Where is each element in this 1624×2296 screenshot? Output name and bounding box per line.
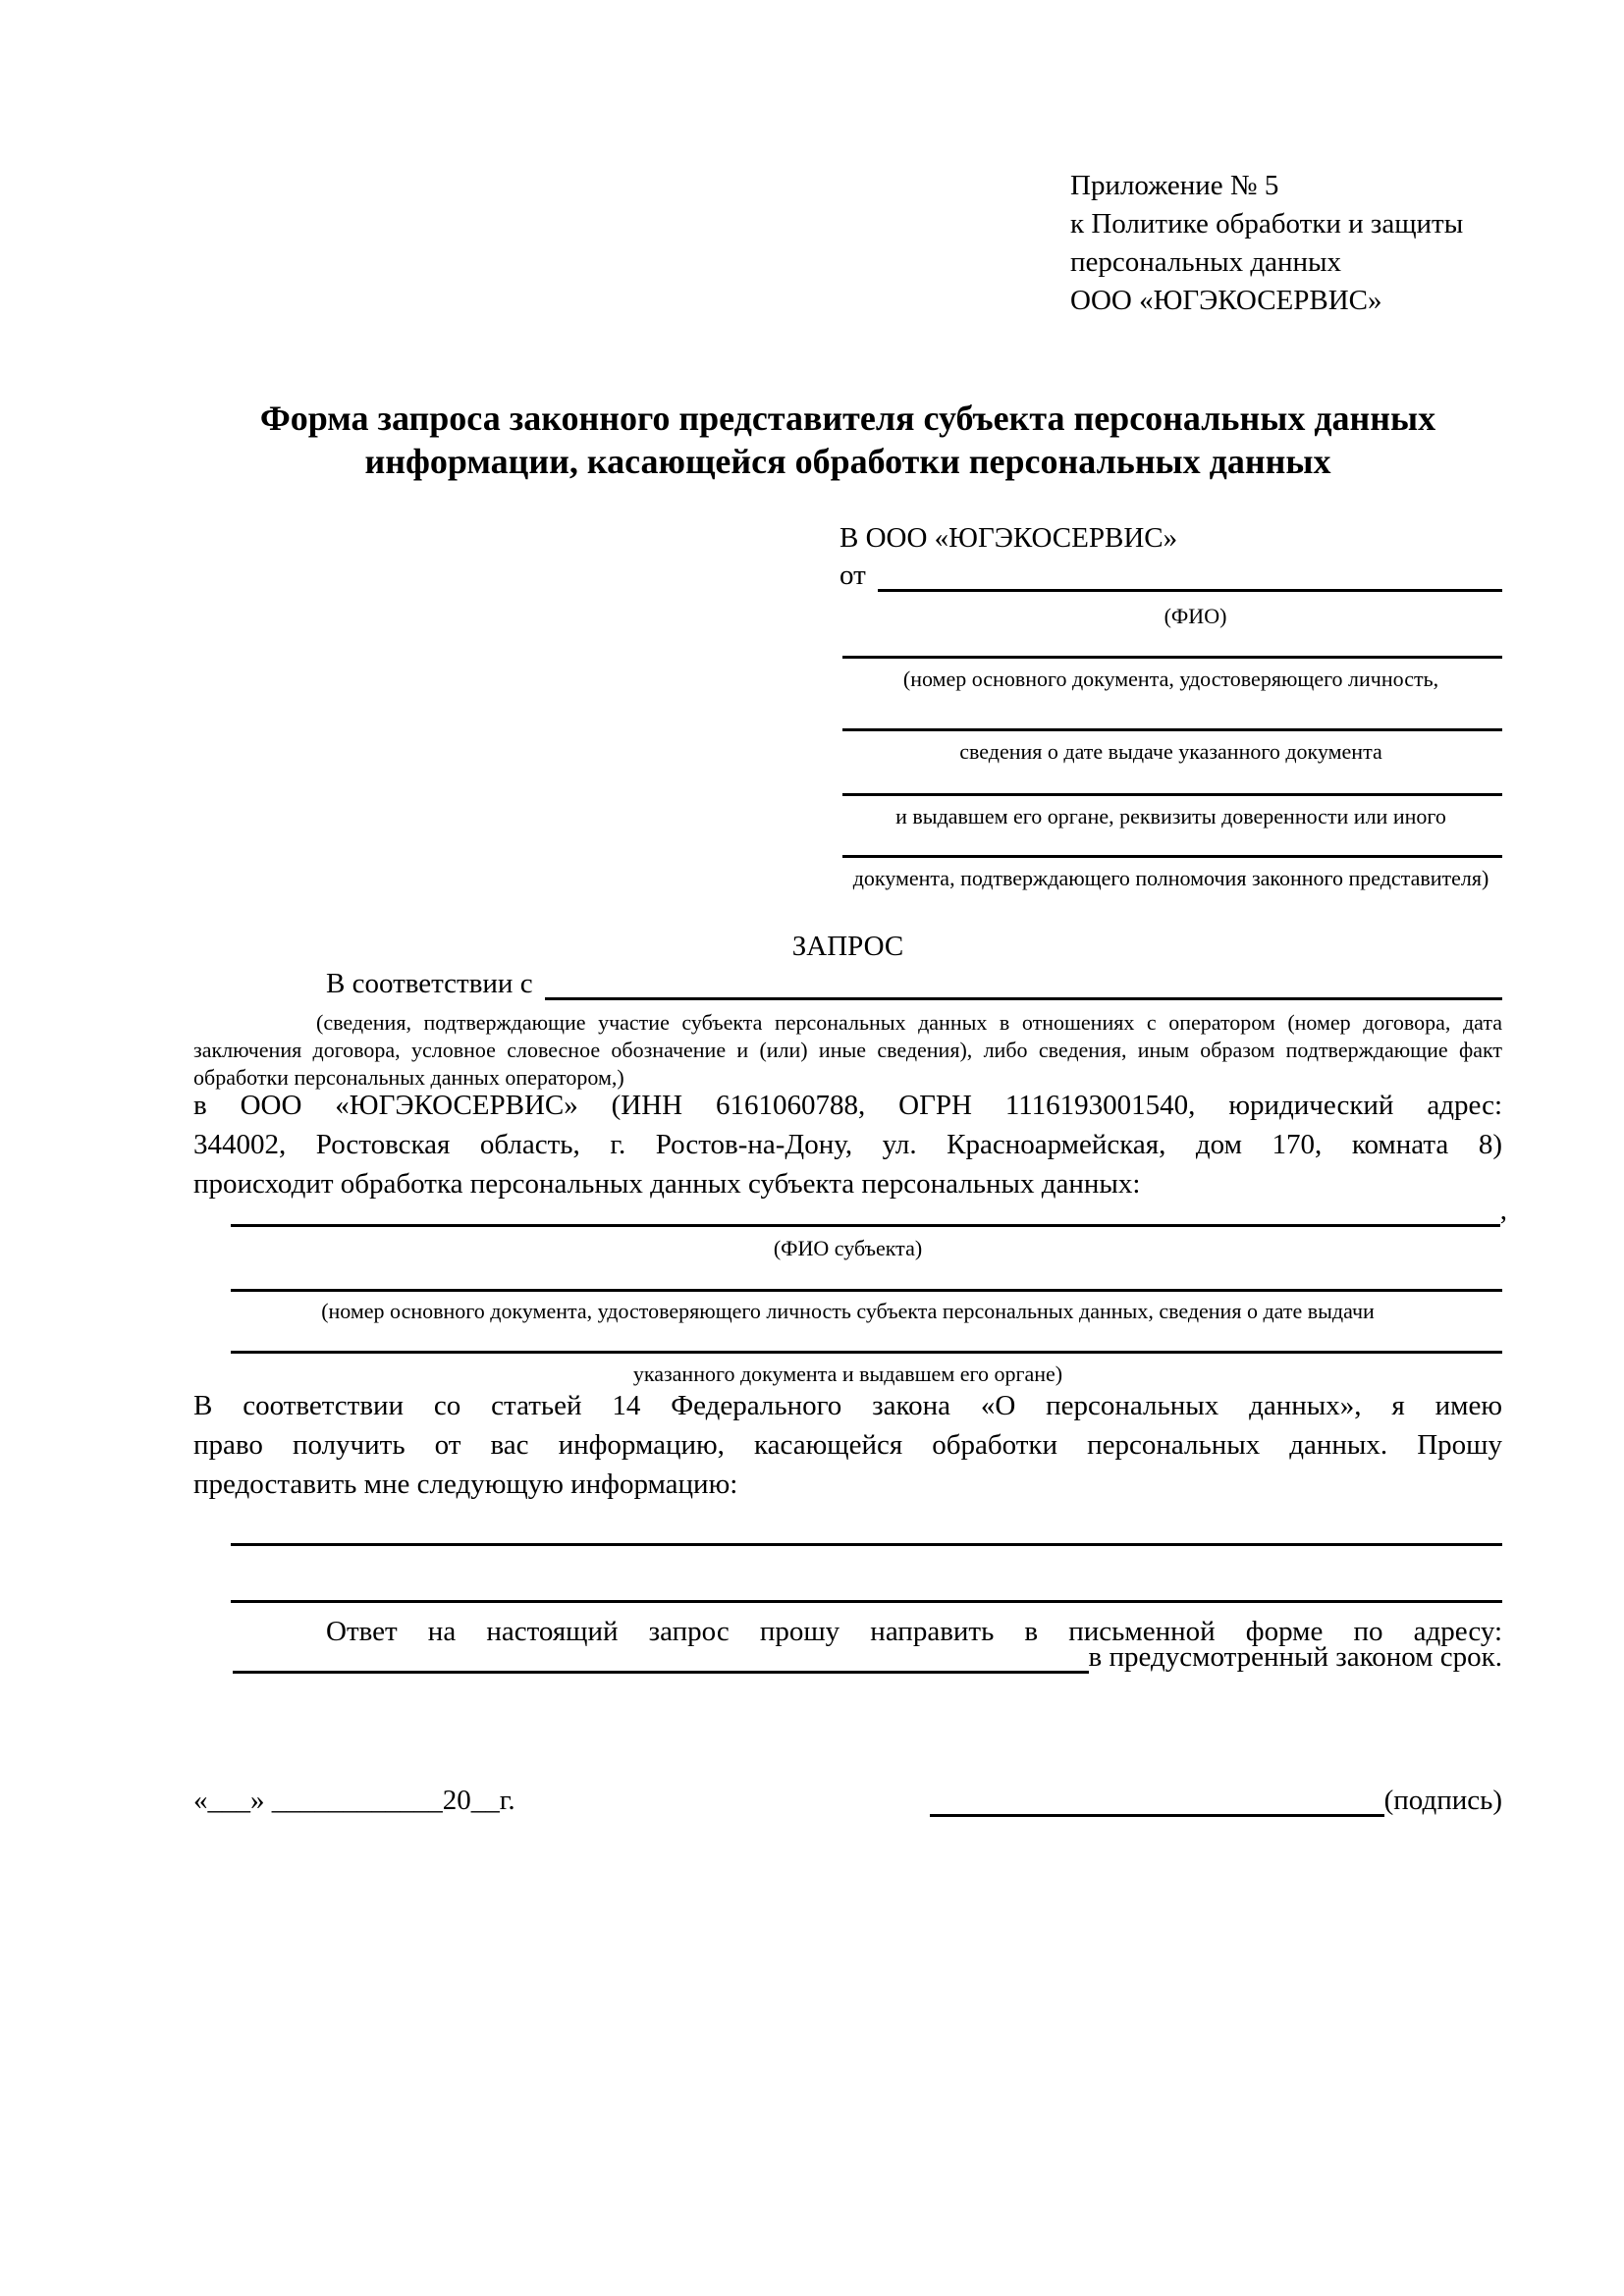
- subject-line-comma: ,: [1499, 1195, 1507, 1226]
- fio-blank-line[interactable]: [878, 589, 1502, 592]
- reply-line-1: Ответ на настоящий запрос прошу направить в письменной форме по адресу:: [326, 1616, 1502, 1647]
- reply-address-row: [193, 1641, 1502, 1677]
- basis-caption-line: заключения договора, условное словесное обозначение и (или) иные сведения), либо сведения, иным образом подтверждающие факт: [193, 1038, 1502, 1062]
- operator-paragraph-line: происходит обработка персональных данных субъекта персональных данных:: [193, 1168, 1141, 1200]
- law-paragraph-line: В соответствии со статьей 14 Федерального закона «О персональных данных», я имею: [193, 1390, 1502, 1421]
- subject-fio-caption: (ФИО субъекта): [773, 1236, 923, 1260]
- info-blank-line-2[interactable]: [231, 1600, 1502, 1603]
- operator-paragraph: [193, 1086, 1502, 1203]
- signature-row: [193, 1779, 1502, 1820]
- subject-doc-blank-line-2[interactable]: [231, 1351, 1502, 1354]
- basis-caption: [193, 1009, 1502, 1092]
- issue-date-caption: сведения о дате выдаче указанного документа: [959, 739, 1382, 764]
- issue-date-blank-line[interactable]: [842, 728, 1502, 731]
- doc-number-blank-line[interactable]: [842, 656, 1502, 659]
- title-line-1: Форма запроса законного представителя субъекта персональных данных: [259, 399, 1436, 438]
- date-blank[interactable]: «___» ____________20__г.: [193, 1785, 515, 1816]
- signature-area: [930, 1781, 1502, 1820]
- info-blank-line-1[interactable]: [231, 1543, 1502, 1546]
- appendix-line: персональных данных: [1070, 246, 1342, 278]
- subject-fio-blank-line[interactable]: [231, 1224, 1500, 1227]
- doc-number-caption: (номер основного документа, удостоверяющего личность,: [902, 667, 1439, 691]
- accordance-prefix: В соответствии с: [326, 968, 533, 999]
- subject-doc-caption-1: (номер основного документа, удостоверяющего личность субъекта персональных данных, сведения о дате выдачи: [321, 1299, 1375, 1323]
- subject-doc-caption-2: указанного документа и выдавшем его органе): [632, 1362, 1063, 1386]
- law-paragraph-line: предоставить мне следующую информацию:: [193, 1468, 738, 1500]
- document-title: [193, 397, 1502, 483]
- appendix-header: [1070, 167, 1522, 320]
- signature-caption: (подпись): [1383, 1785, 1502, 1816]
- operator-paragraph-line: 344002, Ростовская область, г. Ростов-на-Дону, ул. Красноармейская, дом 170, комната 8): [193, 1129, 1502, 1160]
- law-paragraph: [193, 1386, 1502, 1504]
- reply-line-2-suffix: в предусмотренный законом срок.: [1088, 1641, 1502, 1673]
- reply-address-blank-line[interactable]: [233, 1671, 1089, 1674]
- appendix-line: Приложение № 5: [1070, 170, 1279, 201]
- title-line-2: информации, касающейся обработки персональных данных: [364, 442, 1331, 481]
- authority-doc-caption: документа, подтверждающего полномочия законного представителя): [852, 866, 1489, 890]
- accordance-blank-line[interactable]: [545, 997, 1502, 1000]
- basis-caption-line: обработки персональных данных оператором,): [193, 1065, 624, 1090]
- appendix-line: ООО «ЮГЭКОСЕРВИС»: [1070, 285, 1382, 316]
- issuing-authority-blank-line[interactable]: [842, 793, 1502, 796]
- subject-fio-row: [231, 1195, 1507, 1230]
- authority-doc-blank-line[interactable]: [842, 855, 1502, 858]
- request-heading: ЗАПРОС: [791, 931, 904, 962]
- law-paragraph-line: право получить от вас информацию, касающейся обработки персональных данных. Прошу: [193, 1429, 1502, 1461]
- addressee-organization: В ООО «ЮГЭКОСЕРВИС»: [839, 522, 1178, 554]
- subject-doc-blank-line[interactable]: [231, 1289, 1502, 1292]
- appendix-line: к Политике обработки и защиты: [1070, 208, 1464, 240]
- basis-caption-line: (сведения, подтверждающие участие субъекта персональных данных в отношениях с оператором (номер договора, дата: [316, 1010, 1502, 1035]
- accordance-row: [326, 966, 1502, 1003]
- signature-blank-line[interactable]: [930, 1814, 1384, 1817]
- issuing-authority-caption: и выдавшем его органе, реквизиты доверенности или иного: [895, 804, 1446, 828]
- fio-caption: (ФИО): [1164, 604, 1227, 628]
- from-row: [839, 560, 1502, 595]
- operator-paragraph-line: в ООО «ЮГЭКОСЕРВИС» (ИНН 6161060788, ОГРН 1116193001540, юридический адрес:: [193, 1090, 1502, 1121]
- from-label: от: [839, 560, 866, 591]
